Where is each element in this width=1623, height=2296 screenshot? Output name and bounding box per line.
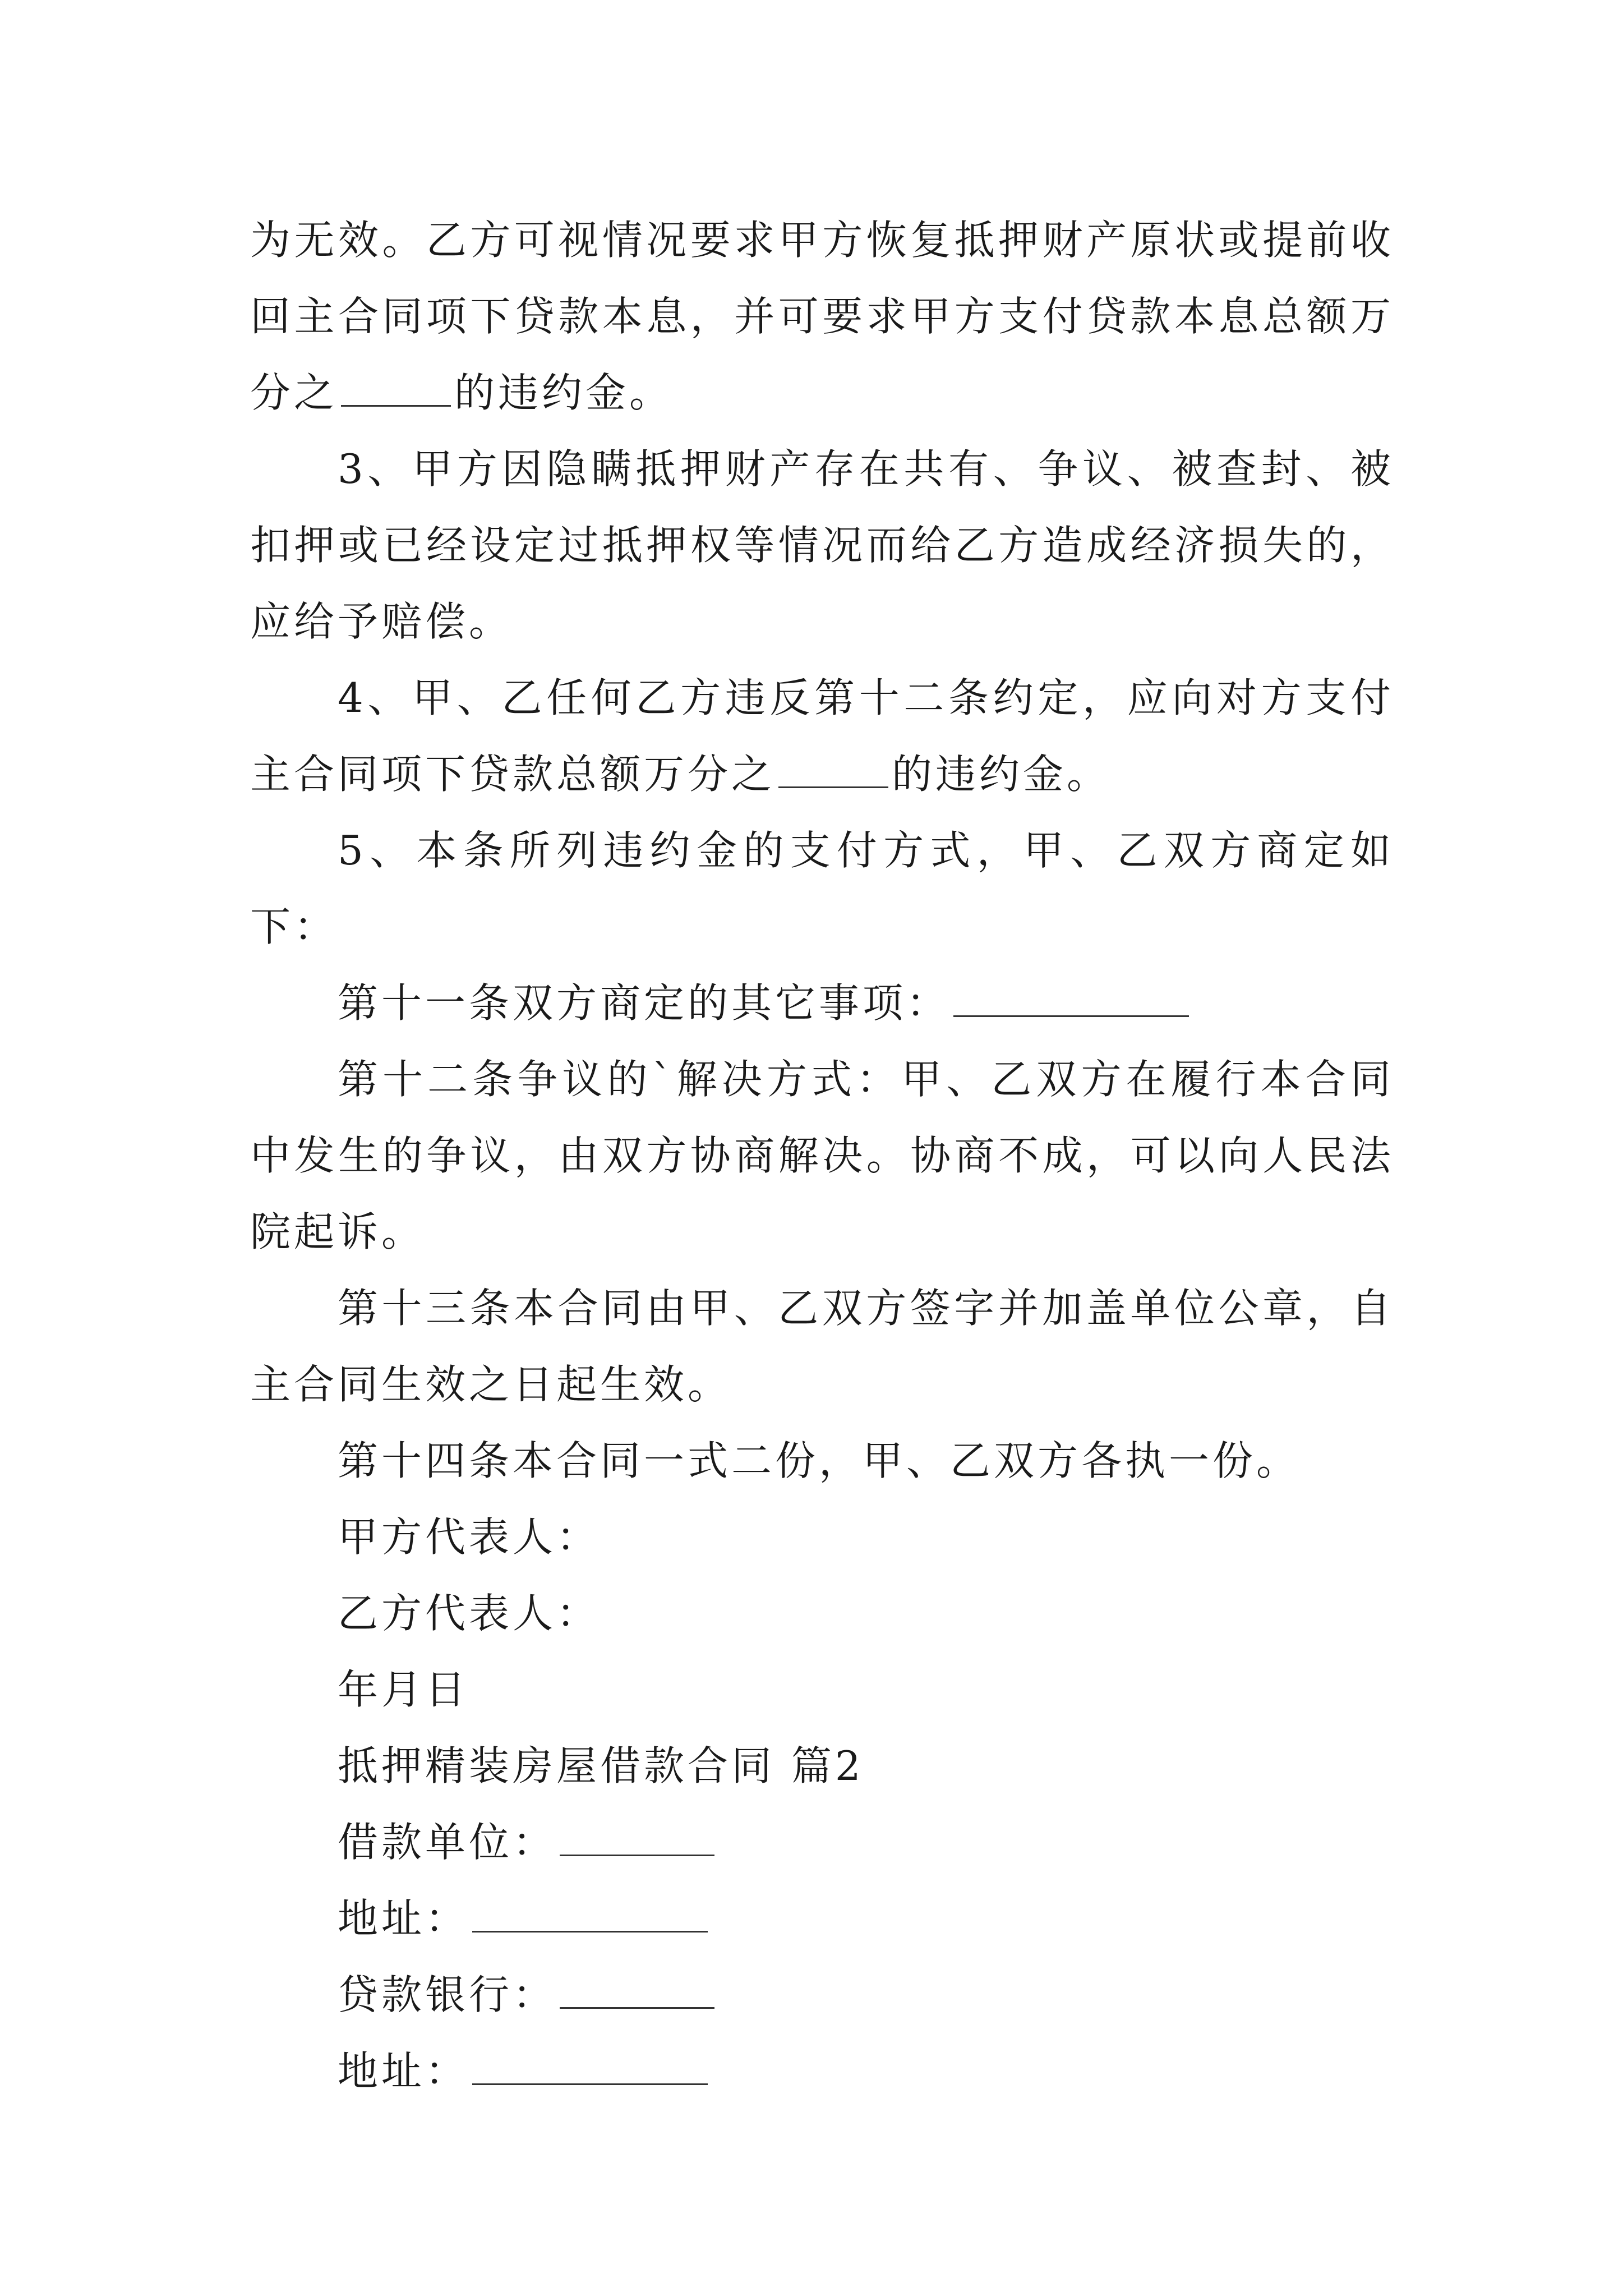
- field-label: 贷款银行：: [338, 1971, 557, 2018]
- paragraph-text: 4、甲、乙任何乙方违反第十二条约定，应向对方支付主合同项下贷款总额万分之: [250, 674, 1394, 798]
- party-a-representative: [250, 1499, 1394, 1575]
- blank-line: [341, 369, 451, 407]
- paragraph-article-14: [250, 1423, 1394, 1499]
- date-line: [250, 1651, 1394, 1728]
- paragraph-clause-3: [250, 431, 1394, 660]
- paragraph-clause-5: [250, 812, 1394, 965]
- blank-line: [560, 1819, 714, 1856]
- lending-bank-field: [250, 1957, 1394, 2033]
- borrower-field: [250, 1804, 1394, 1880]
- borrower-address-field: [250, 1880, 1394, 1957]
- paragraph-article-11: [250, 965, 1394, 1041]
- paragraph-text: 第十三条本合同由甲、乙双方签字并加盖单位公章，自主合同生效之日起生效。: [250, 1285, 1394, 1408]
- bank-address-field: [250, 2033, 1394, 2109]
- paragraph-text: 第十四条本合同一式二份，甲、乙双方各执一份。: [338, 1437, 1301, 1484]
- field-label: 地址：: [338, 2047, 469, 2095]
- paragraph-article-12: [250, 1041, 1394, 1270]
- paragraph-text: 的违约金。: [892, 751, 1111, 798]
- paragraph-text: 3、甲方因隐瞒抵押财产存在共有、争议、被查封、被扣押或已经设定过抵押权等情况而给乙方造成经济损失的，应给予赔偿。: [250, 445, 1394, 645]
- blank-line: [953, 979, 1189, 1017]
- document-body: [250, 202, 1394, 2109]
- paragraph-clause-4: [250, 660, 1394, 812]
- blank-line: [778, 751, 888, 788]
- paragraph-text: 年月日: [338, 1666, 469, 1713]
- paragraph-text: 第十二条争议的`解决方式：甲、乙双方在履行本合同中发生的争议，由双方协商解决。协商不成，可以向人民法院起诉。: [250, 1056, 1394, 1255]
- paragraph-text: 5、本条所列违约金的支付方式，甲、乙双方商定如下：: [250, 827, 1394, 950]
- paragraph-article-13: [250, 1270, 1394, 1423]
- section-title: [250, 1728, 1394, 1804]
- paragraph-text: 为无效。乙方可视情况要求甲方恢复抵押财产原状或提前收回主合同项下贷款本息，并可要求甲方支付贷款本息总额万分之: [250, 217, 1394, 416]
- paragraph-text: 抵押精装房屋借款合同 篇2: [338, 1742, 864, 1789]
- paragraph-penalty-continued: [250, 202, 1394, 431]
- field-label: 借款单位：: [338, 1819, 557, 1866]
- blank-line: [560, 1971, 714, 2009]
- paragraph-text: 甲方代表人：: [338, 1513, 601, 1561]
- field-label: 地址：: [338, 1895, 469, 1942]
- paragraph-text: 第十一条双方商定的其它事项：: [338, 979, 951, 1027]
- paragraph-text: 的违约金。: [454, 369, 674, 416]
- blank-line: [472, 1895, 708, 1932]
- blank-line: [472, 2047, 708, 2085]
- party-b-representative: [250, 1575, 1394, 1651]
- paragraph-text: 乙方代表人：: [338, 1590, 601, 1637]
